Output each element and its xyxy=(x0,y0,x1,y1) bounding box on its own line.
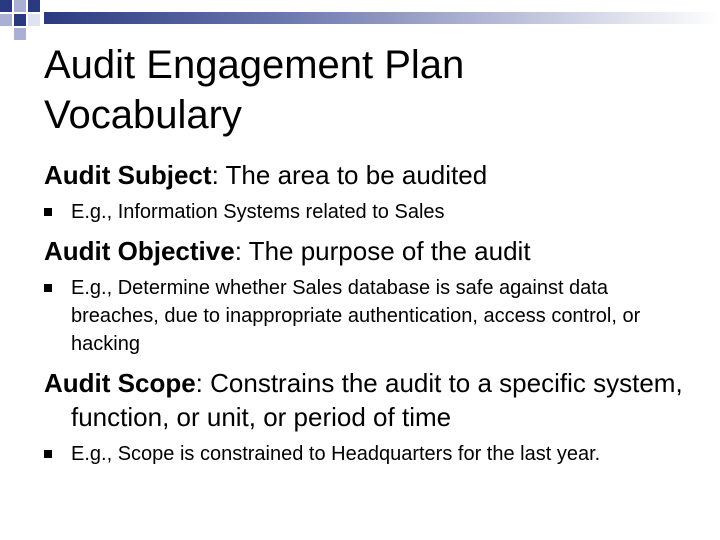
slide-title xyxy=(44,40,684,140)
example-text: E.g., Information Systems related to Sales xyxy=(71,201,445,223)
term-definition: : The purpose of the audit xyxy=(234,236,531,266)
term-definition: : The area to be audited xyxy=(211,160,488,190)
example-item xyxy=(44,274,684,358)
slide-body xyxy=(44,158,684,468)
deco-square xyxy=(0,14,12,26)
term-audit-subject xyxy=(44,158,684,192)
square-bullet-icon xyxy=(44,208,52,216)
term-label: Audit Subject xyxy=(44,160,212,190)
square-bullet-icon xyxy=(44,450,52,458)
deco-square xyxy=(14,0,26,12)
header-gradient-bar xyxy=(44,12,720,24)
term-label: Audit Scope xyxy=(44,368,196,398)
deco-square xyxy=(0,0,12,12)
term-definition: : Constrains the audit to a specific system, function, or unit, or period of time xyxy=(71,368,683,432)
title-line-2: Vocabulary xyxy=(44,93,242,137)
deco-square xyxy=(28,0,40,12)
example-text: E.g., Determine whether Sales database is safe against data breaches, due to inappropriate authentication, access control, or hacking xyxy=(71,277,641,355)
term-audit-objective xyxy=(44,234,684,268)
example-item xyxy=(44,440,684,468)
term-label: Audit Objective xyxy=(44,236,235,266)
deco-square xyxy=(14,14,26,26)
term-audit-scope xyxy=(44,366,684,434)
example-item xyxy=(44,198,684,226)
square-bullet-icon xyxy=(44,284,52,292)
example-text: E.g., Scope is constrained to Headquarters for the last year. xyxy=(71,443,601,465)
title-line-1: Audit Engagement Plan xyxy=(44,43,465,87)
deco-square xyxy=(14,28,26,40)
deco-square xyxy=(28,14,40,26)
